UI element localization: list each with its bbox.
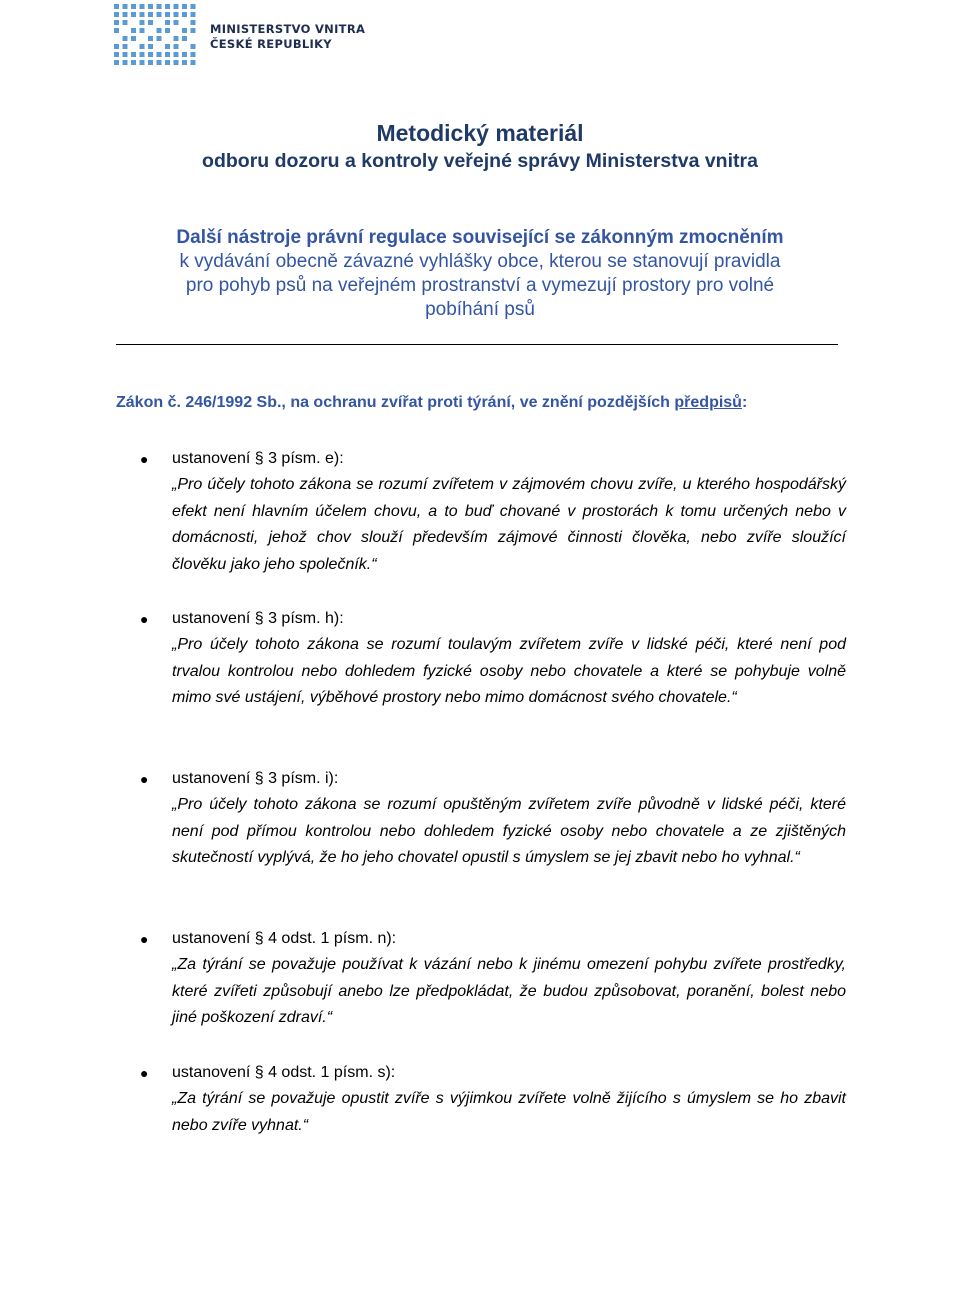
logo-line-1: MINISTERSTVO VNITRA [210,22,366,36]
provision-item [140,446,846,586]
logo-grid-dot [165,52,170,57]
logo-grid-dot [114,52,119,57]
provision-text: „Pro účely tohoto zákona se rozumí toulavým zvířetem zvíře v lidské péči, které není pod trvalou kontrolou nebo dohledem fyzické osoby nebo chovatele a které se pohybuje volně mimo své ustájení, výběhové prostory nebo mimo domácnost svého chovatele.“ [172,636,846,707]
logo-grid-dot [140,4,145,9]
logo-grid-dot [157,60,162,65]
logo-grid-dot [114,20,119,25]
logo-grid-dot [174,20,179,25]
logo-grid-dot [140,28,145,33]
logo-grid-dot [123,60,128,65]
logo-grid-dot [123,52,128,57]
logo-grid-dot [148,44,153,49]
logo-grid-dot [182,12,187,17]
provision-heading: ustanovení § 4 odst. 1 písm. s): [172,1064,396,1081]
logo-grid-dot [114,28,119,33]
logo-grid-dot [191,52,196,57]
logo-grid-dot [140,60,145,65]
logo-grid-dot [165,4,170,9]
logo-grid-dot [123,36,128,41]
law-colon: : [741,394,748,411]
bullet-icon: ● [140,611,149,627]
provision-heading: ustanovení § 3 písm. h): [172,610,344,627]
logo-grid-dot [114,44,119,49]
provision-text: „Za týrání se považuje opustit zvíře s výjimkou zvířete volně žijícího s úmyslem se ho zbavit nebo zvíře vyhnat.“ [172,1090,846,1134]
logo-grid-dot [191,4,196,9]
logo-grid-dot [157,28,162,33]
provision-item [140,926,846,1036]
logo-grid-dot [131,4,136,9]
logo-grid-dot [148,60,153,65]
provision-text: „Za týrání se považuje používat k vázání nebo k jinému omezení pohybu zvířete prostředky, které zvířeti způsobují anebo lze předpokládat, že budou způsobovat, poranění, bolest nebo jiné poškození zdraví.“ [172,956,846,1027]
logo-grid-dot [131,60,136,65]
law-title: Zákon č. 246/1992 Sb. [116,394,282,411]
logo-grid-dot [123,12,128,17]
logo-grid-dot [123,44,128,49]
logo-grid-dot [182,4,187,9]
logo-grid-dot [148,20,153,25]
logo-grid-dot [165,60,170,65]
provision-heading: ustanovení § 4 odst. 1 písm. n): [172,930,397,947]
logo-grid-dot [182,36,187,41]
logo-grid-dot [174,52,179,57]
law-underlined: předpisů [674,394,742,411]
logo-grid-dot [114,60,119,65]
logo-grid-dot [148,36,153,41]
law-description: , na ochranu zvířat proti týrání, ve znění pozdějších [281,394,675,411]
provision-item [140,606,846,746]
logo-grid-dot [165,28,170,33]
logo-grid-dot [114,12,119,17]
logo-grid-dot [174,36,179,41]
logo-grid-dot [114,4,119,9]
provision-heading: ustanovení § 3 písm. i): [172,770,339,787]
logo-grid-dot [131,28,136,33]
logo-grid-dot [165,20,170,25]
logo-grid-dot [174,44,179,49]
logo-grid-dot [140,12,145,17]
logo-grid-dot [157,52,162,57]
bullet-icon: ● [140,931,149,947]
logo-grid-dot [191,44,196,49]
bullet-icon: ● [140,451,149,467]
provision-item [140,1060,846,1150]
logo-grid-dot [174,60,179,65]
logo-grid-dot [148,12,153,17]
logo-grid-dot [131,36,136,41]
logo-grid-dot [191,12,196,17]
subject-line-3: pro pohyb psů na veřejném prostranství a vymezují prostory pro volné [185,275,775,296]
provision-text: „Pro účely tohoto zákona se rozumí opuštěným zvířetem zvíře původně v lidské péči, které není pod přímou kontrolou nebo dohledem fyzické osoby nebo chovatele a ze zjištěných skutečností vyplývá, že ho jeho chovatel opustil s úmyslem se jej zbavit nebo ho vyhnal.“ [172,796,846,867]
subject-line-1: Další nástroje právní regulace související se zákonným zmocněním [176,227,784,248]
law-heading [116,394,747,412]
logo-grid-dot [165,44,170,49]
logo-text [210,22,365,52]
divider [116,344,838,345]
logo-grid-dot [157,12,162,17]
bullet-icon: ● [140,771,149,787]
logo-grid-dot [174,12,179,17]
logo-grid-dot [174,4,179,9]
logo-grid-dot [140,44,145,49]
logo-grid-dot [140,52,145,57]
logo-grid-dot [191,28,196,33]
logo-grid-dot [191,20,196,25]
logo-grid-dot [123,4,128,9]
title-sub: odboru dozoru a kontroly veřejné správy Ministerstva vnitra [202,150,758,172]
logo-grid-dot [140,20,145,25]
title-main: Metodický materiál [376,120,584,146]
logo-grid-dot [148,52,153,57]
logo-grid-dot [182,52,187,57]
bullet-icon: ● [140,1065,149,1081]
logo-grid-dot [165,12,170,17]
logo-grid-dot [131,12,136,17]
logo-grid-dot [191,60,196,65]
logo-grid-dot [182,60,187,65]
logo-grid-dot [157,4,162,9]
logo-grid-icon [112,2,200,68]
logo-grid-dot [131,52,136,57]
provision-text: „Pro účely tohoto zákona se rozumí zvířetem v zájmovém chovu zvíře, u kterého hospodářský efekt není hlavním účelem chovu, a to buď chované v prostorách k tomu určených nebo v domácnosti, jehož chov slouží především zájmové činnosti člověka, nebo zvíře sloužící člověku jako jeho společník.“ [172,476,846,573]
document-subject [110,226,850,322]
document-title [0,118,960,174]
logo-grid-dot [182,28,187,33]
logo-grid-dot [148,4,153,9]
subject-line-2: k vydávání obecně závazné vyhlášky obce, kterou se stanovují pravidla [179,251,781,272]
logo-grid-dot [123,20,128,25]
provision-item [140,766,846,906]
logo-line-2: ČESKÉ REPUBLIKY [210,37,332,51]
logo-grid-dot [157,36,162,41]
subject-line-4: pobíhání psů [425,299,535,320]
ministry-logo [112,0,366,70]
provision-heading: ustanovení § 3 písm. e): [172,450,344,467]
